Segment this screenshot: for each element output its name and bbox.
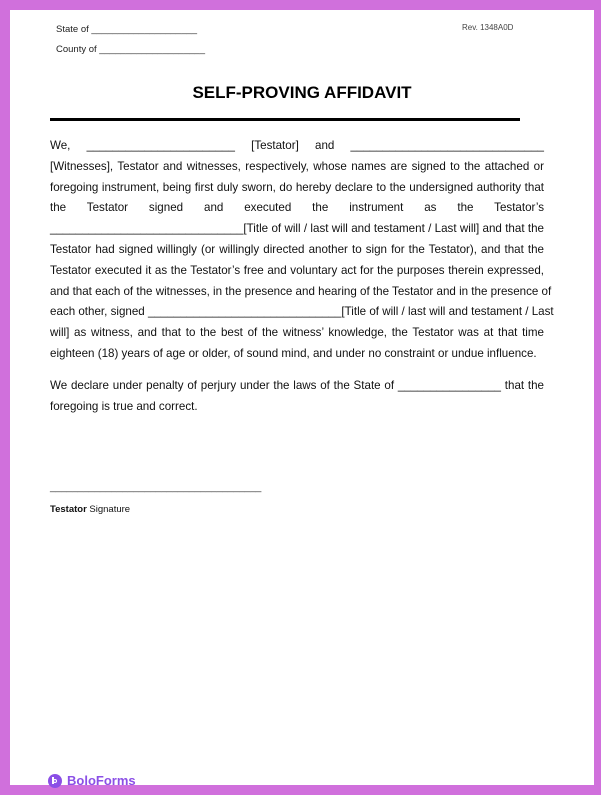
title-divider	[50, 118, 520, 121]
county-field: County of ____________________	[56, 44, 205, 55]
paragraph-line: [Witnesses], Testator and witnesses, respectively, whose names are signed to the attached or	[50, 159, 544, 173]
boloforms-logo	[48, 773, 136, 788]
paragraph-line: each other, signed ______________________________[Title of will / last will and testament / Last	[50, 305, 554, 319]
signature-label-text: Signature	[86, 504, 131, 515]
paragraph-line: ______________________________[Title of will / last will and testament / Last will] and that the	[50, 222, 544, 236]
boloforms-logo-icon	[48, 774, 62, 788]
state-field: State of ____________________	[56, 24, 198, 35]
paragraph-line: will] as witness, and that to the best of the witness’ knowledge, the Testator was at that time	[50, 326, 544, 340]
declaration-paragraph	[50, 136, 554, 365]
revision-number: Rev. 1348A0D	[462, 23, 514, 32]
signature-line: ______________________________________	[50, 482, 262, 493]
paragraph-line: and that each of the witnesses, in the presence and hearing of the Testator and in the presence of	[50, 284, 552, 298]
document-page	[10, 10, 594, 788]
paragraph-line: the Testator signed and executed the instrument as the Testator’s	[50, 201, 544, 215]
brand-name: BoloForms	[67, 773, 136, 788]
document-title: SELF-PROVING AFFIDAVIT	[192, 83, 412, 102]
perjury-paragraph	[50, 376, 544, 418]
signature-label-bold: Testator	[50, 504, 87, 515]
paragraph-line: Testator had signed willingly (or willingly directed another to sign for the Testator), and that the	[50, 242, 544, 256]
paragraph-line: We declare under penalty of perjury under the laws of the State of ________________ that the	[50, 379, 544, 392]
paragraph-line: foregoing is true and correct.	[50, 399, 198, 413]
paragraph-line: eighteen (18) years of age or older, of sound mind, and under no constraint or undue influence.	[50, 346, 537, 360]
paragraph-line: foregoing instrument, being first duly sworn, do hereby declare to the undersigned authority that	[50, 180, 544, 194]
signature-label	[50, 504, 130, 515]
paragraph-line: Testator executed it as the Testator’s free and voluntary act for the purposes therein expressed,	[50, 263, 544, 277]
paragraph-line: We, _______________________ [Testator] and ______________________________	[50, 139, 544, 152]
